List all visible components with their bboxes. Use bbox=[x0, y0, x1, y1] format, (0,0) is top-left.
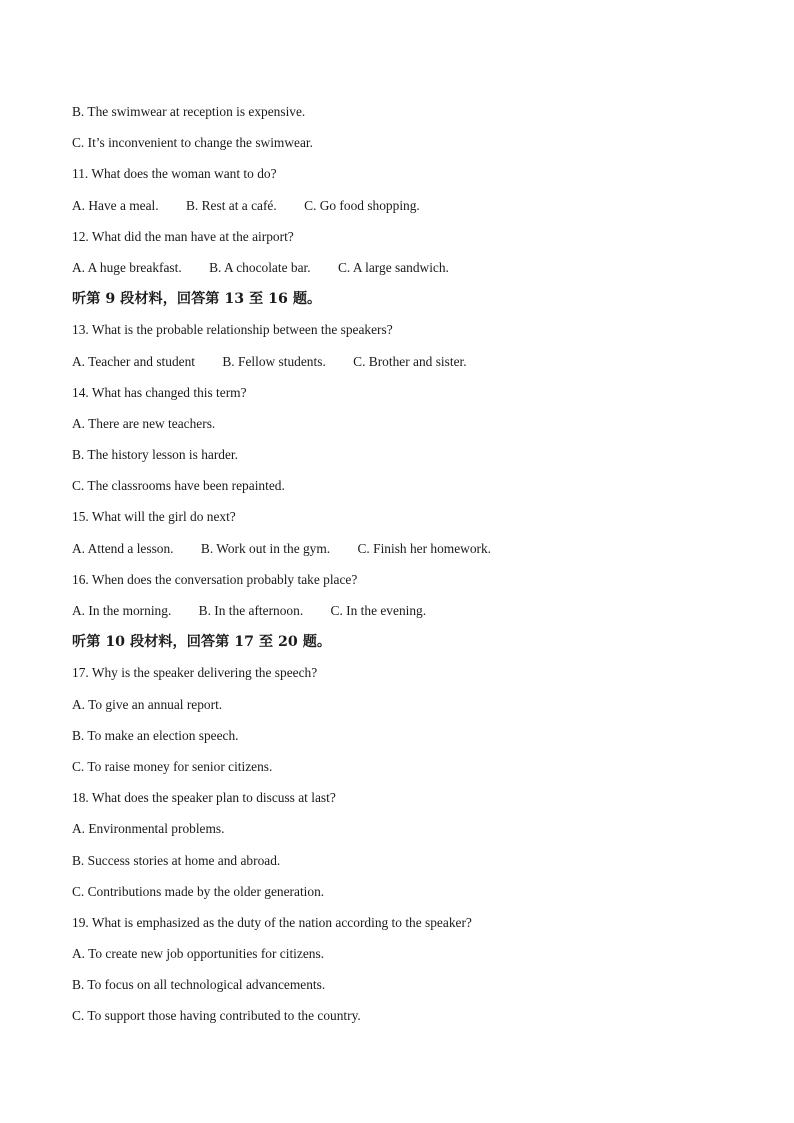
option-a: A. Attend a lesson. bbox=[72, 540, 174, 556]
option-c: C. Finish her homework. bbox=[357, 540, 492, 556]
options-16 bbox=[72, 601, 732, 632]
question-12: 12. What did the man have at the airport? bbox=[72, 228, 294, 244]
option-c: C. A large sandwich. bbox=[337, 259, 449, 275]
option-b: B. The history lesson is harder. bbox=[72, 447, 239, 463]
option-line: C. It’s inconvenient to change the swimwear. bbox=[72, 135, 313, 151]
option-a: A. A huge breakfast. bbox=[72, 259, 182, 275]
section-heading-10: 听第 10 段材料，回答第 17 至 20 题。 bbox=[72, 634, 332, 651]
question-15: 15. What will the girl do next? bbox=[72, 509, 236, 525]
options-11 bbox=[72, 196, 732, 227]
section-heading-9: 听第 9 段材料，回答第 13 至 16 题。 bbox=[72, 291, 322, 308]
option-c: C. To raise money for senior citizens. bbox=[72, 758, 273, 774]
options-13 bbox=[72, 352, 732, 383]
question-13: 13. What is the probable relationship between the speakers? bbox=[72, 322, 393, 338]
option-a: A. Teacher and student bbox=[72, 353, 196, 369]
option-b: B. Fellow students. bbox=[222, 353, 326, 369]
option-line: B. The swimwear at reception is expensive. bbox=[72, 104, 306, 119]
option-b: B. A chocolate bar. bbox=[209, 259, 311, 275]
option-b: B. Work out in the gym. bbox=[200, 540, 331, 556]
option-c: C. Go food shopping. bbox=[304, 197, 420, 213]
option-b: B. To focus on all technological advancements. bbox=[72, 977, 326, 993]
option-a: A. Environmental problems. bbox=[72, 821, 225, 837]
option-a: A. In the morning. bbox=[72, 603, 172, 618]
question-19: 19. What is emphasized as the duty of the nation according to the speaker? bbox=[72, 914, 472, 930]
option-b: B. Success stories at home and abroad. bbox=[72, 852, 281, 868]
option-a: A. Have a meal. bbox=[72, 197, 159, 213]
option-b: B. In the afternoon. bbox=[198, 603, 304, 618]
question-11: 11. What does the woman want to do? bbox=[72, 166, 277, 182]
option-b: B. To make an election speech. bbox=[72, 727, 239, 743]
option-a: A. To create new job opportunities for citizens. bbox=[72, 946, 325, 962]
option-c: C. Brother and sister. bbox=[353, 353, 467, 369]
option-b: B. Rest at a café. bbox=[186, 197, 277, 213]
option-a: A. To give an annual report. bbox=[72, 696, 223, 712]
option-a: A. There are new teachers. bbox=[72, 415, 216, 431]
question-16: 16. When does the conversation probably take place? bbox=[72, 571, 358, 587]
options-15 bbox=[72, 539, 732, 570]
question-18: 18. What does the speaker plan to discuss at last? bbox=[72, 790, 336, 806]
option-c: C. Contributions made by the older generation. bbox=[72, 883, 325, 899]
question-17: 17. Why is the speaker delivering the speech? bbox=[72, 665, 318, 681]
option-c: C. The classrooms have been repainted. bbox=[72, 478, 285, 494]
question-14: 14. What has changed this term? bbox=[72, 384, 247, 400]
document-page bbox=[72, 102, 732, 1038]
option-c: C. To support those having contributed to the country. bbox=[72, 1008, 361, 1024]
option-c: C. In the evening. bbox=[330, 603, 427, 618]
options-12 bbox=[72, 258, 732, 289]
